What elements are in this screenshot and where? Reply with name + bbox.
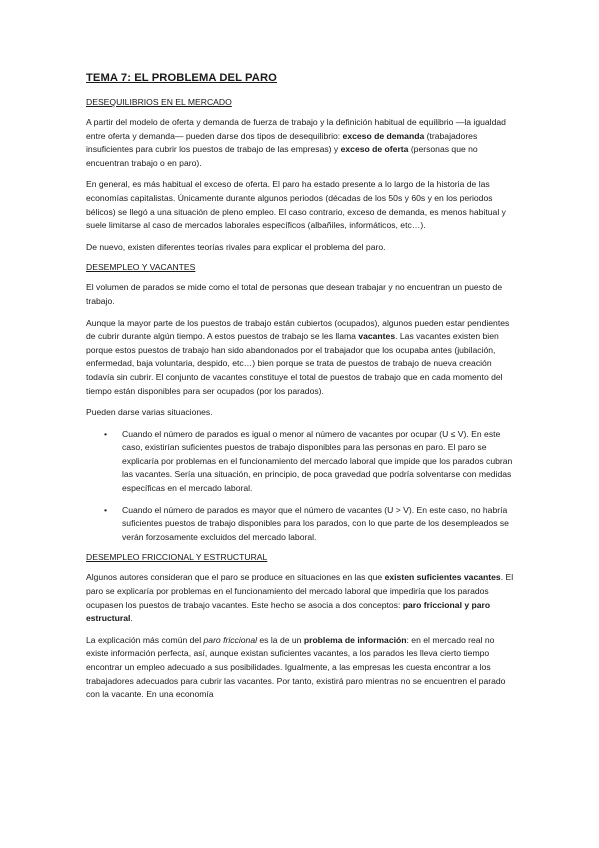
paragraph: En general, es más habitual el exceso de oferta. El paro ha estado presente a lo largo de la historia de las economías capitalistas. Únicamente durante algunos periodos (décadas de los 50s y 60s y en los periodos bélicos) se llegó a una situación de pleno empleo. El caso contrario, exceso de demanda, es menos habitual y suele limitarse al caso de mercados laborales específicos (albañiles, informáticos, etc…). bbox=[86, 179, 506, 231]
paragraph bbox=[86, 317, 514, 399]
text: La explicación más común del bbox=[86, 634, 204, 645]
paragraph: De nuevo, existen diferentes teorías rivales para explicar el problema del paro. bbox=[86, 241, 386, 252]
bold-term: problema de información bbox=[303, 634, 407, 645]
bold-term: paro friccional y paro estructural bbox=[86, 599, 491, 624]
paragraph bbox=[86, 571, 514, 625]
text: Aunque la mayor parte de los puestos de trabajo están cubiertos (ocupados), algunos pueden estar pendientes de cubrir durante algún tiempo. A estos puestos de trabajo se les llama bbox=[86, 317, 510, 342]
paragraph: Pueden darse varias situaciones. bbox=[86, 407, 213, 418]
text: : en el mercado real no existe información perfecta, así, aunque existan suficientes vacantes, a los parados les lleva cierto tiempo encontrar un empleo adecuado a sus posibilidades. Igualmente, a las empresas les cuesta encontrar a los trabajadores adecuados para cubrir las vacantes. Por tanto, existirá paro mientras no se encuentren el parado con la vacante. En una economía bbox=[86, 634, 506, 700]
list-item bbox=[86, 504, 514, 545]
paragraph: El volumen de parados se mide como el total de personas que desean trabajar y no encuentran un puesto de trabajo. bbox=[86, 282, 503, 306]
italic-term: paro friccional bbox=[203, 634, 258, 645]
bold-term: exceso de demanda bbox=[342, 130, 425, 141]
text: (trabajadores insuficientes para cubrir los puestos de trabajo de las empresas) y bbox=[86, 130, 478, 155]
bullet-icon: • bbox=[104, 428, 108, 439]
list-item-text: Cuando el número de parados es igual o menor al número de vacantes por ocupar (U ≤ V). En este caso, existirían suficientes puestos de trabajo disponibles para las personas en paro. El paro se explicaría por problemas en el funcionamiento del mercado laboral que impide que los parados cubran las vacantes. Sería una situación, en principio, de poca gravedad que podría solventarse con medidas específicas en el mercado laboral. bbox=[122, 428, 513, 494]
bullet-icon: • bbox=[104, 504, 108, 515]
text: . bbox=[130, 613, 133, 624]
list-item bbox=[86, 428, 514, 496]
section-heading-desempleo-vacantes: DESEMPLEO Y VACANTES bbox=[86, 262, 196, 273]
text: Algunos autores consideran que el paro se produce en situaciones en las que bbox=[86, 572, 385, 583]
bold-term: exceso de oferta bbox=[340, 144, 409, 155]
text: (personas que no encuentran trabajo o en paro). bbox=[86, 144, 478, 168]
text: . Las vacantes existen bien porque estos puestos de trabajo han sido abandonados por el trabajador que los ocupaba antes (jubilación, enfermedad, baja voluntaria, despido, etc…) bien porque se trata de puestos de trabajo de nueva creación todavía sin cubrir. El conjunto de vacantes constituye el total de puestos de trabajo que en cada momento del tiempo están disponibles para ser ocupados (por los parados). bbox=[86, 331, 503, 396]
text: . El paro se explicaría por problemas en el funcionamiento del mercado laboral que impediría que los parados ocupasen los puestos de trabajo vacantes. Este hecho se asocia a dos conceptos: bbox=[86, 572, 514, 610]
section-heading-friccional-estructural: DESEMPLEO FRICCIONAL Y ESTRUCTURAL bbox=[86, 552, 268, 563]
list-item-text: Cuando el número de parados es mayor que el número de vacantes (U > V). En este caso, no habría suficientes puestos de trabajo disponibles para los parados, con lo que parte de los desempleados se verán forzosamente excluidos del mercado laboral. bbox=[122, 504, 509, 542]
bold-term: existen suficientes vacantes bbox=[384, 572, 501, 583]
section-heading-desequilibrios: DESEQUILIBRIOS EN EL MERCADO bbox=[86, 97, 232, 107]
text: A partir del modelo de oferta y demanda de fuerza de trabajo y la definición habitual de equilibrio —la igualdad entre oferta y demanda— pueden darse dos tipos de desequilibrio: bbox=[86, 117, 506, 141]
bold-term: vacantes bbox=[358, 331, 396, 342]
text: es la de un bbox=[257, 634, 304, 645]
paragraph bbox=[86, 634, 514, 702]
document-page bbox=[86, 72, 514, 710]
bullet-list bbox=[86, 428, 514, 545]
paragraph bbox=[86, 116, 514, 170]
page-title: TEMA 7: EL PROBLEMA DEL PARO bbox=[86, 72, 277, 84]
